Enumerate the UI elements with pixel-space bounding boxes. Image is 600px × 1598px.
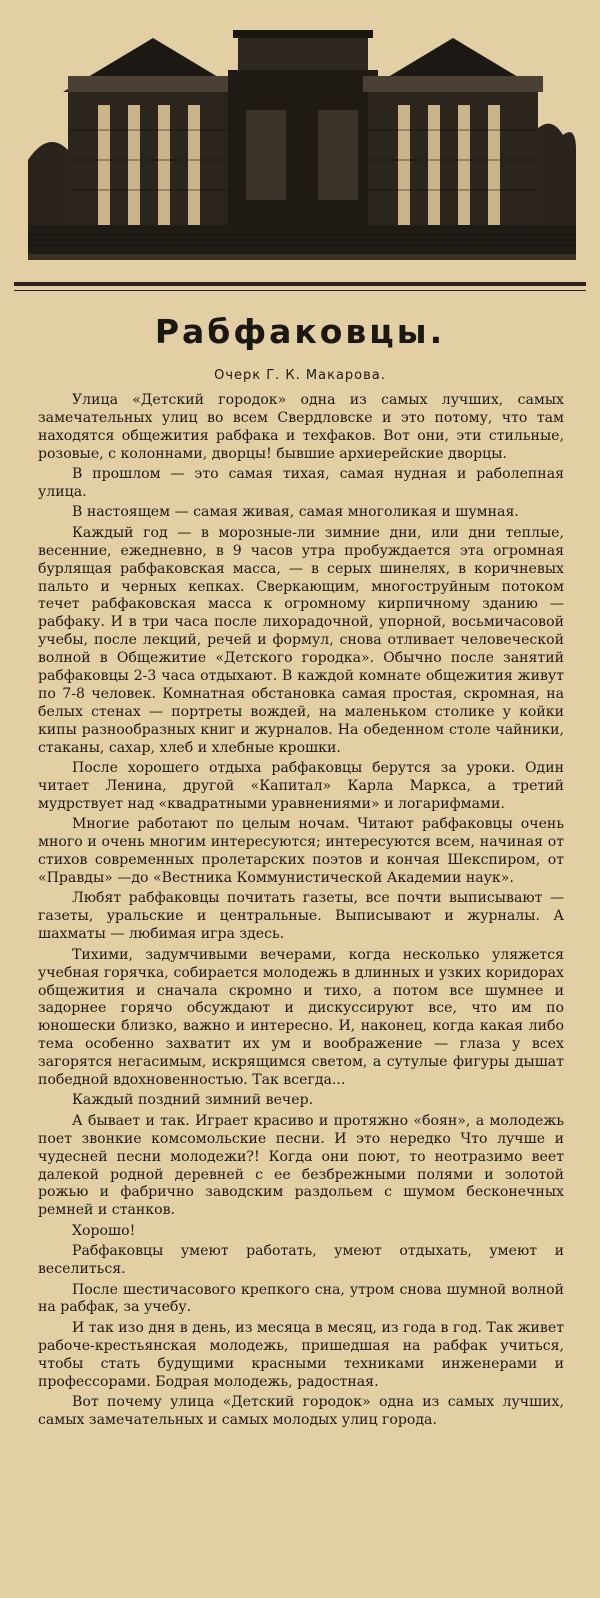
paragraph: После шестичасового крепкого сна, утром снова шумной волной на рабфак, за учебу.: [38, 1281, 564, 1316]
paragraph: А бывает и так. Играет красиво и протяжно «боян», а молодежь поет звонкие комсомольские песни. И это нередко Что лучше и чудесней песни молодежи?! Когда они поют, то неотразимо веет далекой родной деревней с ее безбрежными полями и золотой рожью и фабрично заводским раздольем с шумом бесконечных ремней и станков.: [38, 1112, 564, 1219]
header-rule-thin: [14, 290, 586, 291]
paragraph: Любят рабфаковцы почитать газеты, все почти выписывают — газеты, уральские и центральные. Выписывают и журналы. А шахматы — любимая игра здесь.: [38, 890, 564, 943]
header-rule: [14, 282, 586, 286]
paragraph: Хорошо!: [72, 1222, 136, 1239]
article-body: [38, 392, 564, 1432]
paragraph: Каждый поздний зимний вечер.: [72, 1092, 314, 1109]
paragraph: В прошлом — это самая тихая, самая нудная и раболепная улица.: [38, 466, 564, 501]
paragraph: Каждый год — в морозные-ли зимние дни, или дни теплые, весенние, ежедневно, в 9 часов утра пробуждается эта огромная бурлящая рабфаковская масса, — в серых шинелях, в коричневых пальто и черных кепках. Сверкающим, многоструйным потоком течет рабфаковская масса к огромному кирпичному зданию — рабфаку. И в три часа после лихорадочной, упорной, восьмичасовой учебы, после лекций, речей и формул, снова отливает человеческой волной в Общежитие «Детского городка». Обычно после занятий рабфаковцы 2-3 часа отдыхают. В каждой комнате общежития живут по 7-8 человек. Комнатная обстановка самая простая, скромная, на белых стенах — портреты вождей, на маленьком столике у койки кипы разнообразных книг и журналов. На обеденном столе чайники, стаканы, сахар, хлеб и хлебные крошки.: [38, 524, 564, 756]
building-illustration: [28, 10, 576, 262]
article-title: Рабфаковцы.: [154, 312, 446, 351]
paragraph: Тихими, задумчивыми вечерами, когда несколько уляжется учебная горячка, собирается молодежь в длинных и узких коридорах общежития и сначала скромно и тихо, а потом все шумнее и задорнее горячо обсуждают и дискуссируют все, что им по юношески близко, важно и интересно. И, наконец, когда какая либо тема особенно захватит их ум и воображение — глаза у всех загорятся негасимым, искрящимся светом, а сутулые фигуры дышат победной вдохновенностью. Так всегда...: [38, 946, 564, 1089]
paragraph: Рабфаковцы умеют работать, умеют отдыхать, умеют и веселиться.: [38, 1243, 564, 1278]
paragraph: В настоящем — самая живая, самая многоликая и шумная.: [72, 504, 519, 521]
paragraph: И так изо дня в день, из месяца в месяц, из года в год. Так живет рабоче-крестьянская молодежь, пришедшая на рабфак учиться, чтобы стать будущими красными техниками инженерами и профессорами. Бодрая молодежь, радостная.: [38, 1319, 564, 1390]
article-byline: Очерк Г. К. Макарова.: [214, 368, 386, 383]
paragraph: Многие работают по целым ночам. Читают рабфаковцы очень много и очень многим интересуются; интересуются всем, начиная от стихов современных пролетарских поэтов и кончая Шекспиром, от «Правды» —до «Вестника Коммунистической Академии наук».: [38, 816, 564, 887]
paragraph: Улица «Детский городок» одна из самых лучших, самых замечательных улиц во всем Свердловске и это потому, что там находятся общежития рабфака и техфаков. Вот они, эти стильные, розовые, с колоннами, дворцы! бывшие архиерейские дворцы.: [38, 392, 564, 462]
paragraph: После хорошего отдыха рабфаковцы берутся за уроки. Один читает Ленина, другой «Капитал» Карла Маркса, а третий мудрствует над «квадратными уравнениями» и логарифмами.: [38, 760, 564, 812]
paragraph: Вот почему улица «Детский городок» одна из самых лучших, самых замечательных и самых молодых улиц города.: [38, 1393, 564, 1428]
